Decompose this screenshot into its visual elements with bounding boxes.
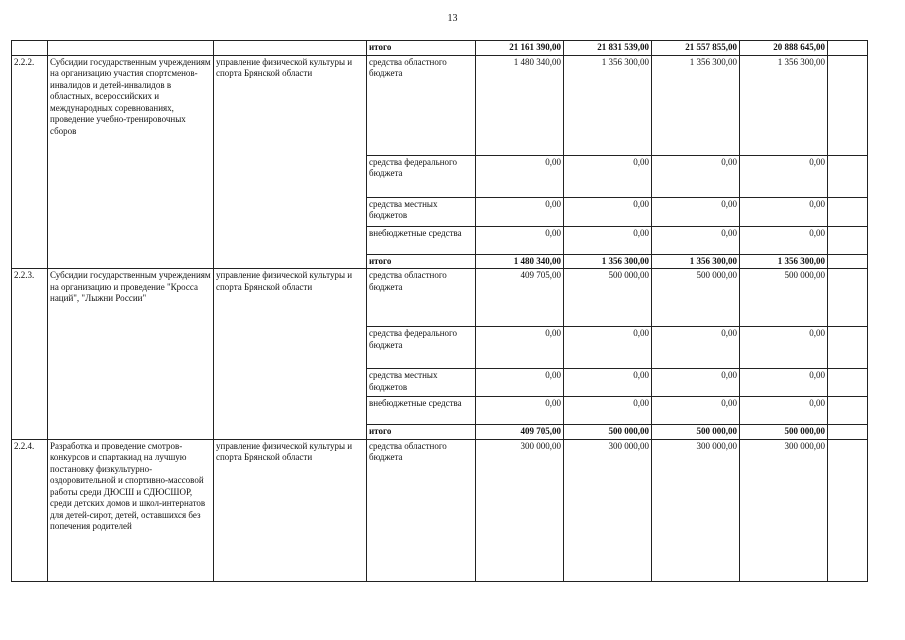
amount-cell: 20 888 645,00 <box>740 41 828 56</box>
item-code: 2.2.3. <box>12 269 48 440</box>
amount-cell: 0,00 <box>476 397 564 425</box>
amount-cell: 1 356 300,00 <box>564 254 652 269</box>
amount-cell: 500 000,00 <box>740 425 828 440</box>
amount-cell: 500 000,00 <box>652 269 740 327</box>
funding-source: итого <box>367 425 476 440</box>
amount-cell: 0,00 <box>564 397 652 425</box>
budget-table <box>11 40 868 582</box>
amount-cell: 0,00 <box>564 197 652 226</box>
amount-cell: 0,00 <box>652 327 740 369</box>
item-executor: управление физической культуры и спорта Брянской области <box>214 269 367 440</box>
table-row <box>12 269 868 327</box>
funding-source: средства федерального бюджета <box>367 155 476 197</box>
amount-cell: 0,00 <box>740 369 828 397</box>
amount-cell: 0,00 <box>740 155 828 197</box>
table-row <box>12 439 868 581</box>
amount-cell: 300 000,00 <box>740 439 828 581</box>
amount-cell: 0,00 <box>652 397 740 425</box>
amount-cell: 0,00 <box>652 155 740 197</box>
amount-cell: 1 356 300,00 <box>652 254 740 269</box>
item-code: 2.2.2. <box>12 55 48 269</box>
funding-source: средства федерального бюджета <box>367 327 476 369</box>
amount-cell: 500 000,00 <box>564 269 652 327</box>
amount-cell: 0,00 <box>476 155 564 197</box>
amount-cell: 0,00 <box>740 397 828 425</box>
page-number: 13 <box>447 13 458 24</box>
amount-cell: 500 000,00 <box>564 425 652 440</box>
amount-cell: 500 000,00 <box>740 269 828 327</box>
funding-source: средства местных бюджетов <box>367 197 476 226</box>
amount-cell: 1 356 300,00 <box>740 254 828 269</box>
amount-cell: 0,00 <box>476 226 564 254</box>
amount-cell: 21 831 539,00 <box>564 41 652 56</box>
amount-cell: 0,00 <box>564 327 652 369</box>
item-name: Субсидии государственным учреждениям на организацию и проведение "Кросса наций", "Лыжни России" <box>48 269 214 440</box>
amount-cell: 0,00 <box>740 197 828 226</box>
amount-cell: 21 557 855,00 <box>652 41 740 56</box>
amount-cell: 300 000,00 <box>476 439 564 581</box>
amount-cell: 409 705,00 <box>476 425 564 440</box>
item-name: Разработка и проведение смотров-конкурсов и спартакиад на лучшую постановку физкультурно-оздоровительной и спортивно-массовой работы среди ДЮСШ и СДЮСШОР, среди детских домов и школ-интернатов для детей-сирот, детей, оставшихся без попечения родителей <box>48 439 214 581</box>
funding-source: средства областного бюджета <box>367 55 476 155</box>
amount-cell: 0,00 <box>476 197 564 226</box>
amount-cell: 1 480 340,00 <box>476 55 564 155</box>
amount-cell: 1 356 300,00 <box>564 55 652 155</box>
amount-cell: 409 705,00 <box>476 269 564 327</box>
amount-cell: 21 161 390,00 <box>476 41 564 56</box>
amount-cell: 1 356 300,00 <box>652 55 740 155</box>
funding-source: средства местных бюджетов <box>367 369 476 397</box>
amount-cell: 1 480 340,00 <box>476 254 564 269</box>
amount-cell: 1 356 300,00 <box>740 55 828 155</box>
funding-source: средства областного бюджета <box>367 269 476 327</box>
table-row <box>12 55 868 155</box>
amount-cell: 0,00 <box>740 327 828 369</box>
funding-source: средства областного бюджета <box>367 439 476 581</box>
amount-cell: 0,00 <box>476 369 564 397</box>
amount-cell: 0,00 <box>740 226 828 254</box>
amount-cell: 0,00 <box>564 155 652 197</box>
funding-source: итого <box>367 254 476 269</box>
amount-cell: 0,00 <box>564 226 652 254</box>
table-row <box>12 41 868 56</box>
amount-cell: 0,00 <box>652 226 740 254</box>
amount-cell: 0,00 <box>564 369 652 397</box>
amount-cell: 500 000,00 <box>652 425 740 440</box>
item-code: 2.2.4. <box>12 439 48 581</box>
item-executor: управление физической культуры и спорта Брянской области <box>214 55 367 269</box>
funding-source: внебюджетные средства <box>367 397 476 425</box>
funding-source: внебюджетные средства <box>367 226 476 254</box>
amount-cell: 0,00 <box>652 197 740 226</box>
item-executor: управление физической культуры и спорта Брянской области <box>214 439 367 581</box>
amount-cell: 300 000,00 <box>652 439 740 581</box>
amount-cell: 0,00 <box>652 369 740 397</box>
funding-source: итого <box>367 41 476 56</box>
amount-cell: 0,00 <box>476 327 564 369</box>
amount-cell: 300 000,00 <box>564 439 652 581</box>
item-name: Субсидии государственным учреждениям на организацию участия спортсменов-инвалидов и детей-инвалидов в областных, всероссийских и международных соревнованиях, проведение учебно-тренировочных сборов <box>48 55 214 269</box>
